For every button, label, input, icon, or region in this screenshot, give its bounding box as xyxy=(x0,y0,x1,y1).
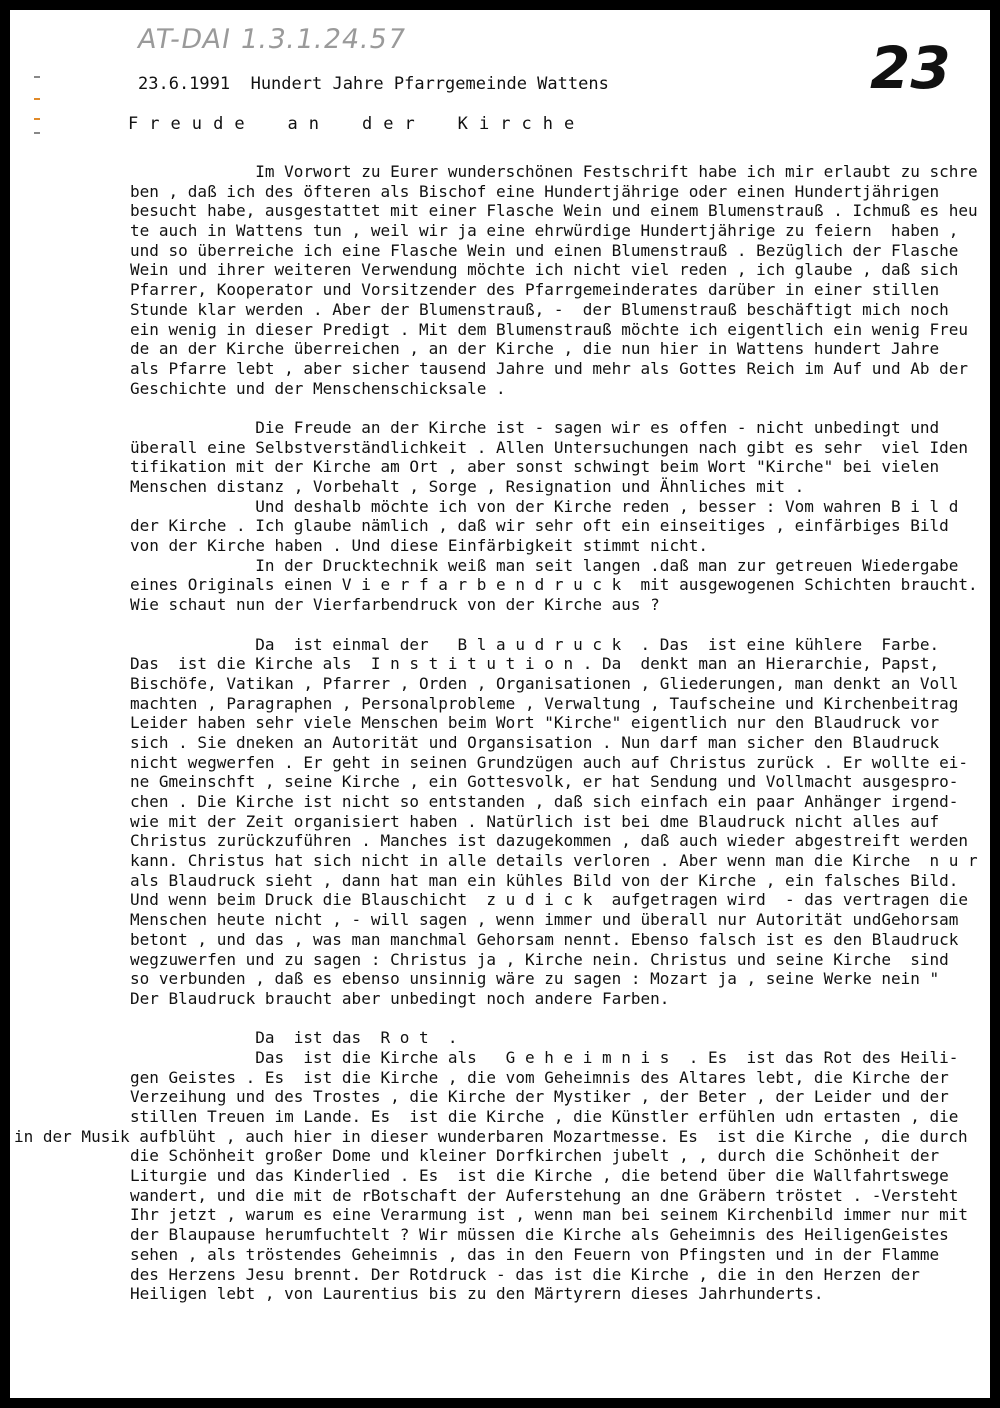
text-line: besucht habe, ausgestattet mit einer Flasche Wein und einem Blumenstrauß . Ichmuß es heu xyxy=(130,201,978,221)
text-line: Wein und ihrer weiteren Verwendung möchte ich nicht viel reden , ich glaube , daß sich xyxy=(130,260,959,280)
text-line: de an der Kirche überreichen , an der Kirche , die nun hier in Wattens hundert Jahre xyxy=(130,339,940,359)
text-line: Die Freude an der Kirche ist - sagen wir es offen - nicht unbedingt und xyxy=(130,417,940,437)
text-line: so verbunden , daß es ebenso unsinnig wäre zu sagen : Mozart ja , seine Werke nein " xyxy=(130,969,940,989)
text-line: gen Geistes . Es ist die Kirche , die vom Geheimnis des Altares lebt, die Kirche der xyxy=(130,1067,949,1087)
text-line: wandert, und die mit de rBotschaft der Auferstehung an dne Gräbern tröstet . -Versteht xyxy=(130,1185,959,1205)
text-line: Christus zurückzuführen . Manches ist dazugekommen , daß auch wieder abgestreift werden xyxy=(130,831,969,851)
page-number: 23 xyxy=(870,34,951,102)
text-line: eines Originals einen V i e r f a r b e n d r u c k mit ausgewogenen Schichten braucht. xyxy=(130,575,978,595)
text-line: ein wenig in dieser Predigt . Mit dem Blumenstrauß möchte ich eigentlich ein wenig Freu xyxy=(130,319,969,339)
text-line: chen . Die Kirche ist nicht so entstanden , daß sich einfach ein paar Anhänger irgend- xyxy=(130,792,959,811)
text-line: Das ist die Kirche als G e h e i m n i s . Es ist das Rot des Heili- xyxy=(130,1047,959,1067)
text-line: tifikation mit der Kirche am Ort , aber sonst schwingt beim Wort "Kirche" bei vielen xyxy=(130,457,940,477)
text-line: Und deshalb möchte ich von der Kirche reden , besser : Vom wahren B i l d xyxy=(130,496,959,516)
text-line: Geschichte und der Menschenschicksale . xyxy=(130,378,506,398)
archive-signature: AT-DAI 1.3.1.24.57 xyxy=(135,24,409,55)
text-line: Liturgie und das Kinderlied . Es ist die Kirche , die betend über die Wallfahrtswege xyxy=(130,1166,949,1186)
text-line: ben , daß ich des öfteren als Bischof eine Hundertjährige oder einen Hundertjährigen xyxy=(130,181,940,201)
text-line: Ihr jetzt , warum es eine Verarmung ist , wenn man bei seinem Kirchenbild immer nur mit xyxy=(130,1205,969,1225)
text-line: sehen , als tröstendes Geheimnis , das in den Feuern von Pfingsten und in der Flamme xyxy=(130,1244,940,1264)
text-line: Stunde klar werden . Aber der Blumenstrauß, - der Blumenstrauß beschäftigt mich noch xyxy=(130,299,949,319)
sermon-text xyxy=(14,162,990,1304)
text-line: Im Vorwort zu Eurer wunderschönen Festschrift habe ich mir erlaubt zu schre xyxy=(130,162,978,181)
text-line: Menschen distanz , Vorbehalt , Sorge , Resignation und Ähnliches mit . xyxy=(130,477,805,496)
text-line: stillen Treuen im Lande. Es ist die Kirche , die Künstler erfühlen udn ertasten , die xyxy=(130,1107,959,1126)
text-line: Das ist die Kirche als I n s t i t u t i o n . Da denkt man an Hierarchie, Papst, xyxy=(130,654,940,674)
text-line: der Kirche . Ich glaube nämlich , daß wir sehr oft ein einseitiges , einfärbiges Bild xyxy=(130,516,949,536)
text-line: machten , Paragraphen , Personalprobleme , Verwaltung , Taufscheine und Kirchenbeitrag xyxy=(130,693,959,713)
text-line: von der Kirche haben . Und diese Einfärbigkeit stimmt nicht. xyxy=(130,536,708,556)
text-line: betont , und das , was man manchmal Gehorsam nennt. Ebenso falsch ist es den Blaudruck xyxy=(130,929,959,949)
margin-mark xyxy=(34,98,40,100)
text-line: als Blaudruck sieht , dann hat man ein kühles Bild von der Kirche , ein falsches Bild. xyxy=(130,870,959,890)
text-line: Und wenn beim Druck die Blauschicht z u d i c k aufgetragen wird - das vertragen die xyxy=(130,890,969,910)
text-line: Pfarrer, Kooperator und Vorsitzender des Pfarrgemeinderates darüber in einer stillen xyxy=(130,280,940,300)
text-line: Da ist einmal der B l a u d r u c k . Das ist eine kühlere Farbe. xyxy=(130,634,940,654)
text-line: die Schönheit großer Dome und kleiner Dorfkirchen jubelt , , durch die Schönheit der xyxy=(130,1146,940,1166)
text-line: Menschen heute nicht , - will sagen , wenn immer und überall nur Autorität undGehorsam xyxy=(130,910,959,930)
text-line: Leider haben sehr viele Menschen beim Wort "Kirche" eigentlich nur den Blaudruck vor xyxy=(130,713,940,733)
text-line: nicht wegwerfen . Er geht in seinen Grundzügen auch auf Christus zurück . Er wollte ei- xyxy=(130,752,969,772)
text-line: Der Blaudruck braucht aber unbedingt noch andere Farben. xyxy=(130,988,670,1008)
text-line: des Herzens Jesu brennt. Der Rotdruck - das ist die Kirche , die in den Herzen der xyxy=(130,1264,920,1284)
text-line: kann. Christus hat sich nicht in alle details verloren . Aber wenn man die Kirche n u r xyxy=(130,851,978,871)
margin-mark xyxy=(34,118,40,120)
paragraph-gap xyxy=(130,615,990,635)
text-line: ne Gmeinschft , seine Kirche , ein Gottesvolk, er hat Sendung und Vollmacht ausgespro- xyxy=(130,772,959,792)
document-title: F r e u d e a n d e r K i r c h e xyxy=(128,114,575,134)
text-line: Wie schaut nun der Vierfarbendruck von der Kirche aus ? xyxy=(130,595,660,615)
text-line: Da ist das R o t . xyxy=(130,1028,458,1048)
text-line: überall eine Selbstverständlichkeit . Allen Untersuchungen nach gibt es sehr viel Iden xyxy=(130,437,969,457)
text-line: Heiligen lebt , von Laurentius bis zu den Märtyrern dieses Jahrhunderts. xyxy=(130,1284,824,1304)
text-line: sich . Sie dneken an Autorität und Organsisation . Nun darf man sicher den Blaudruck xyxy=(130,732,940,752)
text-line: Verzeihung und des Trostes , die Kirche der Mystiker , der Beter , der Leider und der xyxy=(130,1087,949,1107)
paragraph-gap xyxy=(130,398,990,418)
text-line: wegzuwerfen und zu sagen : Christus ja , Kirche nein. Christus und seine Kirche sind xyxy=(130,949,949,969)
text-line: der Blaupause herumfuchtelt ? Wir müssen die Kirche als Geheimnis des HeiligenGeistes xyxy=(130,1225,949,1245)
document-header: 23.6.1991 Hundert Jahre Pfarrgemeinde Wattens xyxy=(138,74,609,94)
margin-mark xyxy=(34,132,40,134)
text-line: wie mit der Zeit organisiert haben . Natürlich ist bei dme Blaudruck nicht alles auf xyxy=(130,811,940,831)
document-page xyxy=(10,10,990,1398)
text-line: und so überreiche ich eine Flasche Wein und einen Blumenstrauß . Bezüglich der Flasche xyxy=(130,240,959,260)
text-line: als Pfarre lebt , aber sicher tausend Jahre und mehr als Gottes Reich im Auf und Ab der xyxy=(130,358,969,378)
text-line: Bischöfe, Vatikan , Pfarrer , Orden , Organisationen , Gliederungen, man denkt an Voll xyxy=(130,673,959,693)
text-line: In der Drucktechnik weiß man seit langen .daß man zur getreuen Wiedergabe xyxy=(130,555,959,575)
text-line: in der Musik aufblüht , auch hier in dieser wunderbaren Mozartmesse. Es ist die Kirche , die durch xyxy=(14,1126,968,1146)
margin-mark xyxy=(34,76,40,78)
text-line: te auch in Wattens tun , weil wir ja eine ehrwürdige Hundertjährige zu feiern haben , xyxy=(130,221,959,241)
paragraph-gap xyxy=(130,1009,990,1029)
